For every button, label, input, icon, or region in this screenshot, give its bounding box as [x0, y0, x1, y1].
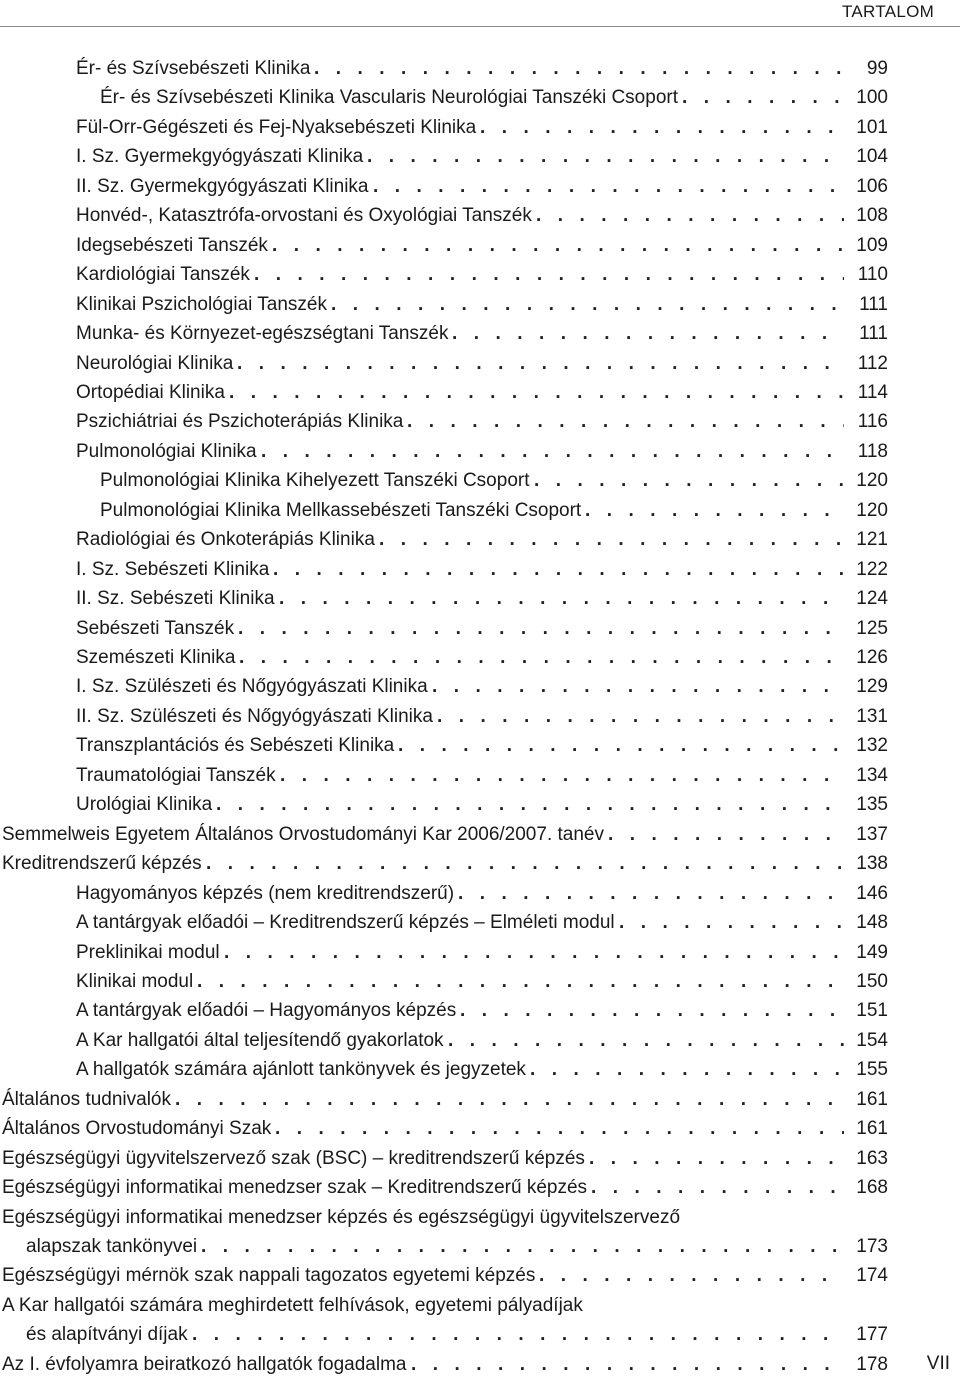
toc-entry-page-number: 138 — [846, 849, 888, 878]
toc-entry[interactable] — [0, 938, 888, 967]
toc-entry[interactable] — [0, 172, 888, 201]
toc-entry[interactable] — [0, 820, 888, 849]
toc-entry-title: A Kar hallgatói által teljesítendő gyakorlatok — [76, 1030, 448, 1051]
toc-entry-title: I. Sz. Sebészeti Klinika — [76, 559, 273, 580]
toc-entry-title: Szemészeti Klinika — [76, 647, 239, 668]
toc-entry[interactable] — [0, 437, 888, 466]
header-divider — [0, 26, 960, 27]
toc-entry[interactable] — [0, 231, 888, 260]
toc-entry-title: Hagyományos képzés (nem kreditrendszerű) — [76, 883, 458, 904]
toc-entry-page-number: 150 — [846, 967, 888, 996]
section-header-label: TARTALOM — [842, 2, 935, 21]
toc-entry[interactable] — [0, 1291, 888, 1349]
toc-entry-page-number: 163 — [846, 1144, 888, 1173]
toc-entry[interactable] — [0, 466, 888, 495]
toc-entry-title: Klinikai modul — [76, 971, 197, 992]
toc-entry-page-number: 178 — [846, 1350, 888, 1379]
toc-entry-page-number: 120 — [846, 496, 888, 525]
toc-entry-page-number: 104 — [846, 142, 888, 171]
toc-entry-title: A Kar hallgatói számára meghirdetett felhívások, egyetemi pályadíjak — [2, 1295, 587, 1316]
toc-entry-title: Ortopédiai Klinika — [76, 382, 229, 403]
toc-entry-title: I. Sz. Szülészeti és Nőgyógyászati Klinika — [76, 676, 432, 697]
toc-entry[interactable] — [0, 319, 888, 348]
toc-entry-title: és alapítványi díjak — [26, 1324, 192, 1345]
toc-entry-title: Radiológiai és Onkoterápiás Klinika — [76, 529, 379, 550]
toc-entry-page-number: 146 — [846, 879, 888, 908]
toc-entry[interactable] — [0, 260, 888, 289]
toc-entry-page-number: 110 — [846, 260, 888, 289]
toc-entry-page-number: 100 — [846, 83, 888, 112]
toc-entry-page-number: 168 — [846, 1173, 888, 1202]
toc-entry-page-number: 120 — [846, 466, 888, 495]
toc-entry[interactable] — [0, 555, 888, 584]
toc-entry-title: Az I. évfolyamra beiratkozó hallgatók fogadalma — [2, 1354, 411, 1375]
toc-entry-title: Pulmonológiai Klinika Mellkassebészeti Tanszéki Csoport — [100, 500, 585, 521]
toc-entry-title: Preklinikai modul — [76, 942, 224, 963]
toc-entry-page-number: 99 — [846, 54, 888, 83]
toc-entry-title: Idegsebészeti Tanszék — [76, 235, 272, 256]
toc-entry[interactable] — [0, 1261, 888, 1290]
toc-entry[interactable] — [0, 614, 888, 643]
toc-entry-page-number: 151 — [846, 996, 888, 1025]
toc-entry[interactable] — [0, 1055, 888, 1084]
toc-entry-title: II. Sz. Szülészeti és Nőgyógyászati Klinika — [76, 706, 437, 727]
toc-entry[interactable] — [0, 378, 888, 407]
toc-entry-page-number: 174 — [846, 1261, 888, 1290]
table-of-contents — [0, 54, 960, 1375]
toc-entry-title: Klinikai Pszichológiai Tanszék — [76, 294, 331, 315]
toc-entry-page-number: 118 — [846, 437, 888, 466]
toc-entry-page-number: 124 — [846, 584, 888, 613]
toc-entry-title: Általános Orvostudományi Szak — [2, 1118, 275, 1139]
toc-entry-page-number: 148 — [846, 908, 888, 937]
toc-entry-page-number: 131 — [846, 702, 888, 731]
toc-entry[interactable] — [0, 1144, 888, 1173]
toc-entry-page-number: 173 — [846, 1232, 888, 1261]
toc-entry-page-number: 109 — [846, 231, 888, 260]
toc-entry[interactable] — [0, 525, 888, 554]
toc-entry[interactable] — [0, 672, 888, 701]
toc-entry[interactable] — [0, 1114, 888, 1143]
toc-entry-title: Kardiológiai Tanszék — [76, 264, 254, 285]
toc-entry[interactable] — [0, 1173, 888, 1202]
toc-entry[interactable] — [0, 702, 888, 731]
toc-entry[interactable] — [0, 407, 888, 436]
toc-entry-title: Pulmonológiai Klinika Kihelyezett Tanszéki Csoport — [100, 470, 534, 491]
toc-entry-page-number: 106 — [846, 172, 888, 201]
toc-entry-title: Ér- és Szívsebészeti Klinika Vascularis Neurológiai Tanszéki Csoport — [100, 87, 682, 108]
toc-entry-title: Honvéd-, Katasztrófa-orvostani és Oxyológiai Tanszék — [76, 205, 536, 226]
toc-entry[interactable] — [0, 142, 888, 171]
toc-entry-title: Pszichiátriai és Pszichoterápiás Klinika — [76, 411, 407, 432]
toc-entry[interactable] — [0, 290, 888, 319]
toc-entry-title: Egészségügyi informatikai menedzser szak – Kreditrendszerű képzés — [2, 1177, 591, 1198]
toc-entry-page-number: 154 — [846, 1026, 888, 1055]
toc-entry-page-number: 134 — [846, 761, 888, 790]
toc-entry[interactable] — [0, 54, 888, 83]
toc-entry-page-number: 111 — [846, 319, 888, 348]
toc-entry[interactable] — [0, 761, 888, 790]
toc-entry-page-number: 161 — [846, 1114, 888, 1143]
toc-entry-title: Urológiai Klinika — [76, 794, 216, 815]
toc-entry-page-number: 126 — [846, 643, 888, 672]
toc-entry[interactable] — [0, 879, 888, 908]
toc-entry-title: A hallgatók számára ajánlott tankönyvek és jegyzetek — [76, 1059, 530, 1080]
toc-entry[interactable] — [0, 996, 888, 1025]
toc-entry-title: Kreditrendszerű képzés — [2, 853, 206, 874]
toc-entry-title: Semmelweis Egyetem Általános Orvostudományi Kar 2006/2007. tanév — [2, 824, 608, 845]
toc-entry-page-number: 112 — [846, 349, 888, 378]
toc-entry[interactable] — [0, 349, 888, 378]
toc-entry-page-number: 101 — [846, 113, 888, 142]
toc-entry[interactable] — [0, 790, 888, 819]
toc-entry[interactable] — [0, 1026, 888, 1055]
toc-entry-page-number: 122 — [846, 555, 888, 584]
toc-entry-page-number: 129 — [846, 672, 888, 701]
toc-entry-title: Pulmonológiai Klinika — [76, 441, 261, 462]
toc-entry[interactable] — [0, 113, 888, 142]
toc-entry-title: Általános tudnivalók — [2, 1089, 175, 1110]
toc-entry-title: Sebészeti Tanszék — [76, 618, 238, 639]
toc-entry-page-number: 155 — [846, 1055, 888, 1084]
toc-entry-title: Transzplantációs és Sebészeti Klinika — [76, 735, 398, 756]
toc-entry[interactable] — [0, 1203, 888, 1261]
page-number: VII — [926, 1353, 950, 1374]
toc-entry-title: Egészségügyi informatikai menedzser képzés és egészségügyi ügyvitelszervező — [2, 1207, 684, 1228]
toc-entry-title: Neurológiai Klinika — [76, 353, 237, 374]
toc-entry-title: Munka- és Környezet-egészségtani Tanszék — [76, 323, 452, 344]
toc-entry-page-number: 161 — [846, 1085, 888, 1114]
toc-entry-page-number: 108 — [846, 201, 888, 230]
toc-entry-title: A tantárgyak előadói – Kreditrendszerű képzés – Elméleti modul — [76, 912, 619, 933]
toc-entry-page-number: 114 — [846, 378, 888, 407]
toc-entry-page-number: 135 — [846, 790, 888, 819]
toc-entry[interactable] — [0, 584, 888, 613]
toc-entry[interactable] — [0, 83, 888, 112]
toc-entry[interactable] — [0, 496, 888, 525]
toc-entry-page-number: 125 — [846, 614, 888, 643]
toc-entry-page-number: 137 — [846, 820, 888, 849]
toc-entry[interactable] — [0, 643, 888, 672]
toc-entry-page-number: 132 — [846, 731, 888, 760]
toc-entry-page-number: 149 — [846, 938, 888, 967]
toc-entry-title: A tantárgyak előadói – Hagyományos képzés — [76, 1000, 460, 1021]
toc-entry-title: Fül-Orr-Gégészeti és Fej-Nyaksebészeti Klinika — [76, 117, 480, 138]
toc-entry-page-number: 177 — [846, 1320, 888, 1349]
toc-entry-title: alapszak tankönyvei — [26, 1236, 201, 1257]
toc-entry-page-number: 121 — [846, 525, 888, 554]
toc-entry-page-number: 111 — [846, 290, 888, 319]
toc-entry[interactable] — [0, 201, 888, 230]
toc-entry-title: Egészségügyi mérnök szak nappali tagozatos egyetemi képzés — [2, 1265, 539, 1286]
toc-entry-page-number: 116 — [846, 407, 888, 436]
toc-entry-title: II. Sz. Sebészeti Klinika — [76, 588, 279, 609]
toc-entry[interactable] — [0, 1350, 888, 1379]
toc-entry-title: Ér- és Szívsebészeti Klinika — [76, 58, 314, 79]
toc-entry[interactable] — [0, 849, 888, 878]
toc-entry[interactable] — [0, 908, 888, 937]
toc-entry[interactable] — [0, 731, 888, 760]
toc-entry-title: I. Sz. Gyermekgyógyászati Klinika — [76, 146, 367, 167]
toc-entry[interactable] — [0, 1085, 888, 1114]
toc-entry-title: Traumatológiai Tanszék — [76, 765, 280, 786]
toc-entry-title: Egészségügyi ügyvitelszervező szak (BSC) – kreditrendszerű képzés — [2, 1148, 589, 1169]
toc-entry-title: II. Sz. Gyermekgyógyászati Klinika — [76, 176, 373, 197]
toc-entry[interactable] — [0, 967, 888, 996]
